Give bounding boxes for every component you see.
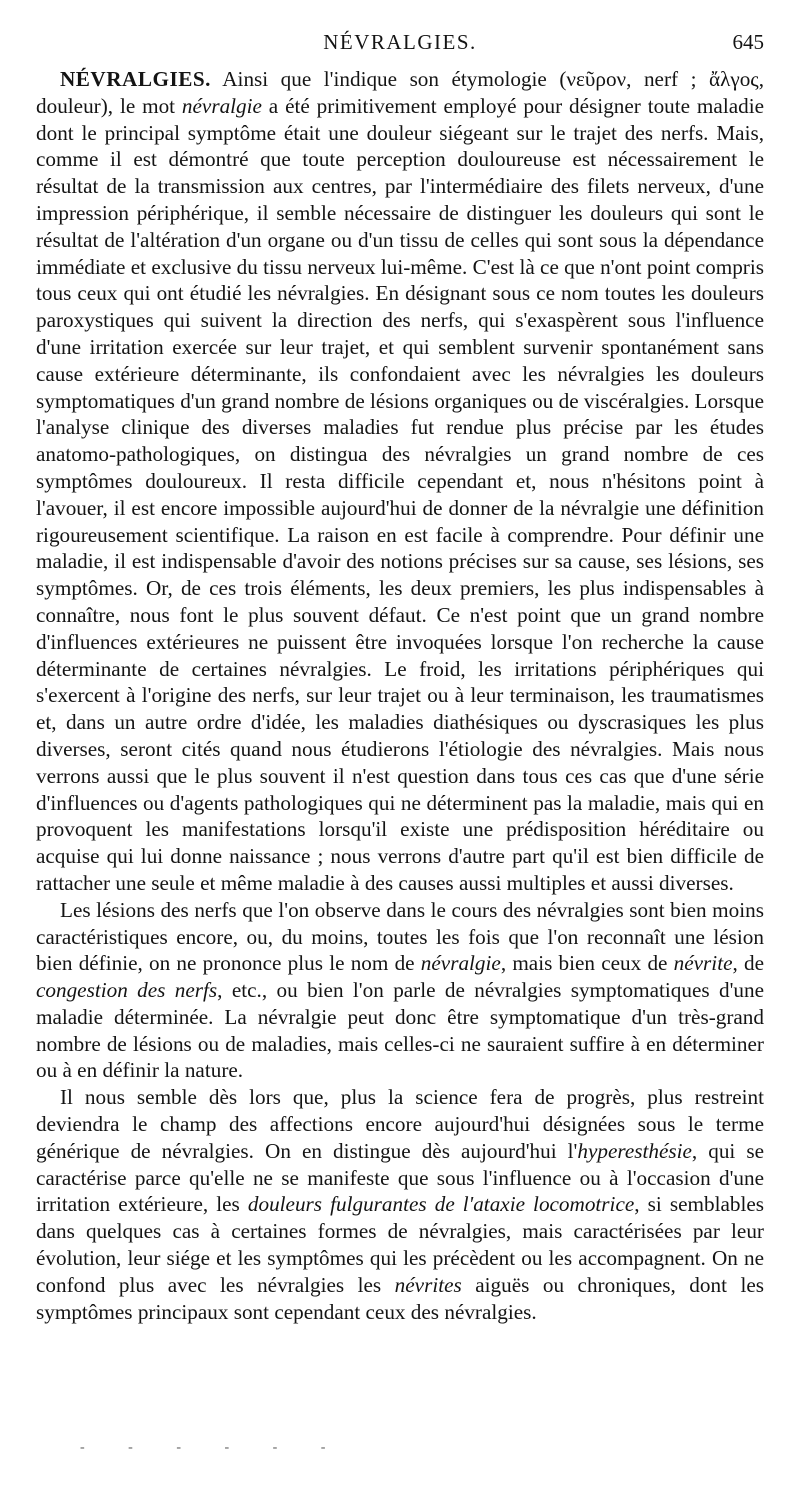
headword: NÉVRALGIES. [60, 67, 211, 91]
italic-term: hyperesthésie [577, 1138, 692, 1163]
text-run: , etc., ou bien l'on parle de névralgies symptomatiques d'une maladie déterminée. La névralgie peut donc être symptomatique d'un très-grand nombre de lésions ou de maladies, mais celles-ci ne sauraient suffire à en déterminer ou à en définir la nature. [36, 978, 764, 1083]
text-run: , qui se caractérise parce qu'elle ne se manifeste que sous l'influence ou à l'occasion d'une irritation extérieure, les [36, 1138, 764, 1217]
text-run: Il nous semble dès lors que, plus la science fera de progrès, plus restreint deviendra le champ des affections encore aujourd'hui désignées sous le terme générique de névralgies. On en distingue dès aujourd'hui l' [36, 1085, 764, 1163]
italic-term: névralgie [420, 951, 501, 976]
page-number: 645 [732, 30, 764, 54]
text-run: aiguës ou chroniques, dont les symptômes principaux sont cependant ceux des névralgies. [36, 1272, 765, 1324]
italic-term: névralgie [181, 93, 262, 118]
body-text [36, 66, 764, 1325]
paragraph [36, 897, 764, 1085]
text-run: , de [732, 951, 764, 976]
text-run: , si semblables dans quelques cas à certaines formes de névralgies, mais caractérisées par leur évolution, leur siége et les symptômes qui les précèdent ou les accompagnent. On ne confond plus avec les névralgies les [36, 1192, 764, 1297]
paragraph [36, 66, 764, 897]
italic-term: névrites [394, 1272, 462, 1297]
italic-term: névrite [673, 951, 733, 976]
page-header [36, 30, 764, 60]
italic-term: congestion des nerfs [36, 978, 218, 1003]
footer-printing-marks: - - - - - - [80, 1440, 346, 1455]
paragraph [36, 1084, 764, 1325]
italic-term: douleurs fulgurantes de l'ataxie locomotrice [247, 1192, 635, 1217]
text-run: Les lésions des nerfs que l'on observe dans le cours des névralgies sont bien moins caractéristiques encore, ou, du moins, toutes les fois que l'on reconnaît une lésion bien définie, on ne prononce plus le nom de [36, 897, 764, 976]
running-title: NÉVRALGIES. [323, 30, 477, 54]
text-run: Ainsi que l'indique son étymologie (νεῦρον, nerf ; ἄλγος, douleur), le mot [36, 67, 764, 118]
text-run: , mais bien ceux de [500, 951, 674, 976]
text-run: a été primitivement employé pour désigner toute maladie dont le principal symptôme était une douleur siégeant sur le trajet des nerfs. Mais, comme il est démontré que toute perception douloureuse est nécessairement le résultat de la transmission aux centres, par l'intermédiaire des filets nerveux, d'une impression périphérique, il semble nécessaire de distinguer les douleurs qui sont le résultat de l'altération d'un organe ou d'un tissu de celles qui sont sous la dépendance immédiate et exclusive du tissu nerveux lui-même. C'est là ce que n'ont point compris tous ceux qui ont étudié les névralgies. En désignant sous ce nom toutes les douleurs paroxystiques qui suivent la direction des nerfs, qui s'exaspèrent sous l'influence d'une irritation exercée sur leur trajet, et qui semblent survenir spontanément sans cause extérieure déterminante, ils confondaient avec les névralgies les douleurs symptomatiques d'un grand nombre de lésions organiques ou de viscéralgies. Lorsque l'analyse clinique des diverses maladies fut rendue plus précise par les études anatomo-pathologiques, on distingua des névralgies un grand nombre de ces symptômes douloureux. Il resta difficile cependant et, nous n'hésitons point à l'avouer, il est encore impossible aujourd'hui de donner de la névralgie une définition rigoureusement scientifique. La raison en est facile à comprendre. Pour définir une maladie, il est indispensable d'avoir des notions précises sur sa cause, ses lésions, ses symptômes. Or, de ces trois éléments, les deux premiers, les plus indispensables à connaître, nous font le plus souvent défaut. Ce n'est point que un grand nombre d'influences extérieures ne puissent être invoquées lorsque l'on recherche la cause déterminante de certaines névralgies. Le froid, les irritations périphériques qui s'exercent à l'origine des nerfs, sur leur trajet ou à leur terminaison, les traumatismes et, dans un autre ordre d'idée, les maladies diathésiques ou dyscrasiques les plus diverses, seront cités quand nous étudierons l'étiologie des névralgies. Mais nous verrons aussi que le plus souvent il n'est question dans tous ces cas que d'une série d'influences ou d'agents pathologiques qui ne déterminent pas la maladie, mais qui en provoquent les manifestations lorsqu'il existe une prédisposition héréditaire ou acquise qui lui donne naissance ; nous verrons d'autre part qu'il est bien difficile de rattacher une seule et même maladie à des causes aussi multiples et aussi diverses. [36, 93, 764, 895]
